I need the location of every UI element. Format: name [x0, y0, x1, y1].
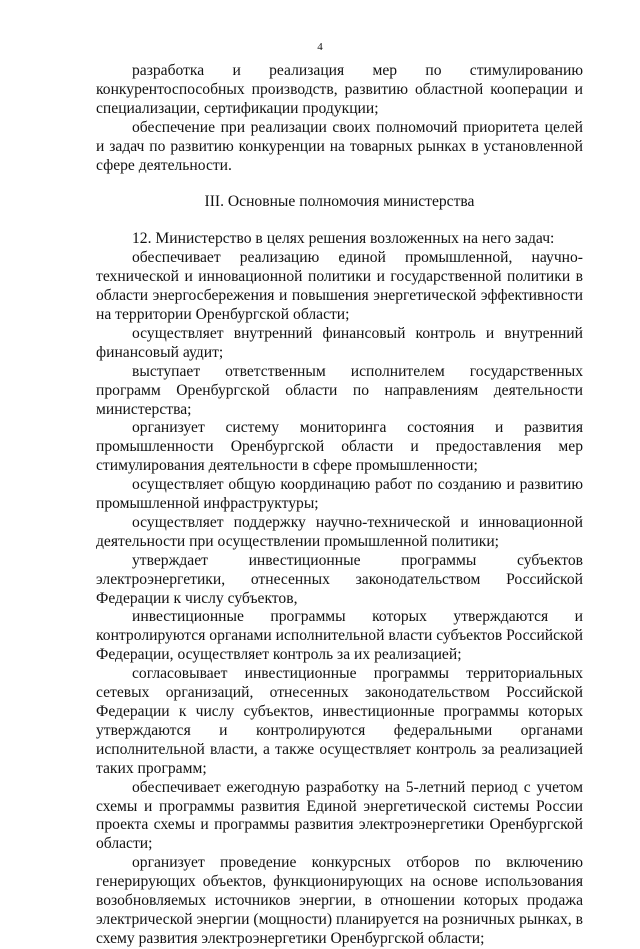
paragraph: осуществляет поддержку научно-технической и инновационной деятельности при осуществлении промышленной политики; [96, 513, 583, 550]
paragraph: согласовывает инвестиционные программы территориальных сетевых организаций, отнесенных законодательством Российской Федерации к числу субъектов, инвестиционные программы которых утверждаются и контролируются федеральными органами исполнительной власти, а также осуществляет контроль за реализацией таких программ; [96, 665, 583, 777]
paragraph: разработка и реализация мер по стимулированию конкурентоспособных производств, развитию областной кооперации и специализации, сертификации продукции; [96, 62, 583, 117]
document-body [96, 62, 583, 949]
paragraph: организует проведение конкурсных отборов по включению генерирующих объектов, функционирующих на основе использования возобновляемых источников энергии, в отношении которых продажа электрической энергии (мощности) планируется на розничных рынках, в схему развития электроэнергетики Оренбургской области; [96, 854, 583, 947]
paragraph: обеспечивает ежегодную разработку на 5-летний период с учетом схемы и программы развития Единой энергетической системы России проекта схемы и программы развития электроэнергетики Оренбургской области; [96, 778, 583, 853]
paragraph: 12. Министерство в целях решения возложенных на него задач: [132, 230, 555, 248]
paragraph: выступает ответственным исполнителем государственных программ Оренбургской области по направлениям деятельности министерства; [96, 362, 583, 418]
paragraph: утверждает инвестиционные программы субъектов электроэнергетики, отнесенных законодательством Российской Федерации к числу субъектов, [96, 551, 583, 607]
page-number: 4 [317, 41, 323, 53]
paragraph: инвестиционные программы которых утверждаются и контролируются органами исполнительной власти субъектов Российской Федерации, осуществляет контроль за их реализацией; [96, 608, 583, 664]
paragraph: осуществляет общую координацию работ по созданию и развитию промышленной инфраструктуры; [96, 476, 583, 513]
paragraph: осуществляет внутренний финансовый контроль и внутренний финансовый аудит; [96, 324, 583, 361]
paragraph: организует систему мониторинга состояния и развития промышленности Оренбургской области и предоставления мер стимулирования деятельности в сфере промышленности; [96, 419, 583, 475]
paragraph: обеспечивает реализацию единой промышленной, научно-технической и инновационной политики и государственной политики в области энергосбережения и повышения энергетической эффективности на территории Оренбургской области; [96, 249, 583, 323]
paragraph: обеспечение при реализации своих полномочий приоритета целей и задач по развитию конкуренции на товарных рынках в установленной сфере деятельности. [96, 118, 583, 174]
section-heading: III. Основные полномочия министерства [204, 193, 475, 211]
